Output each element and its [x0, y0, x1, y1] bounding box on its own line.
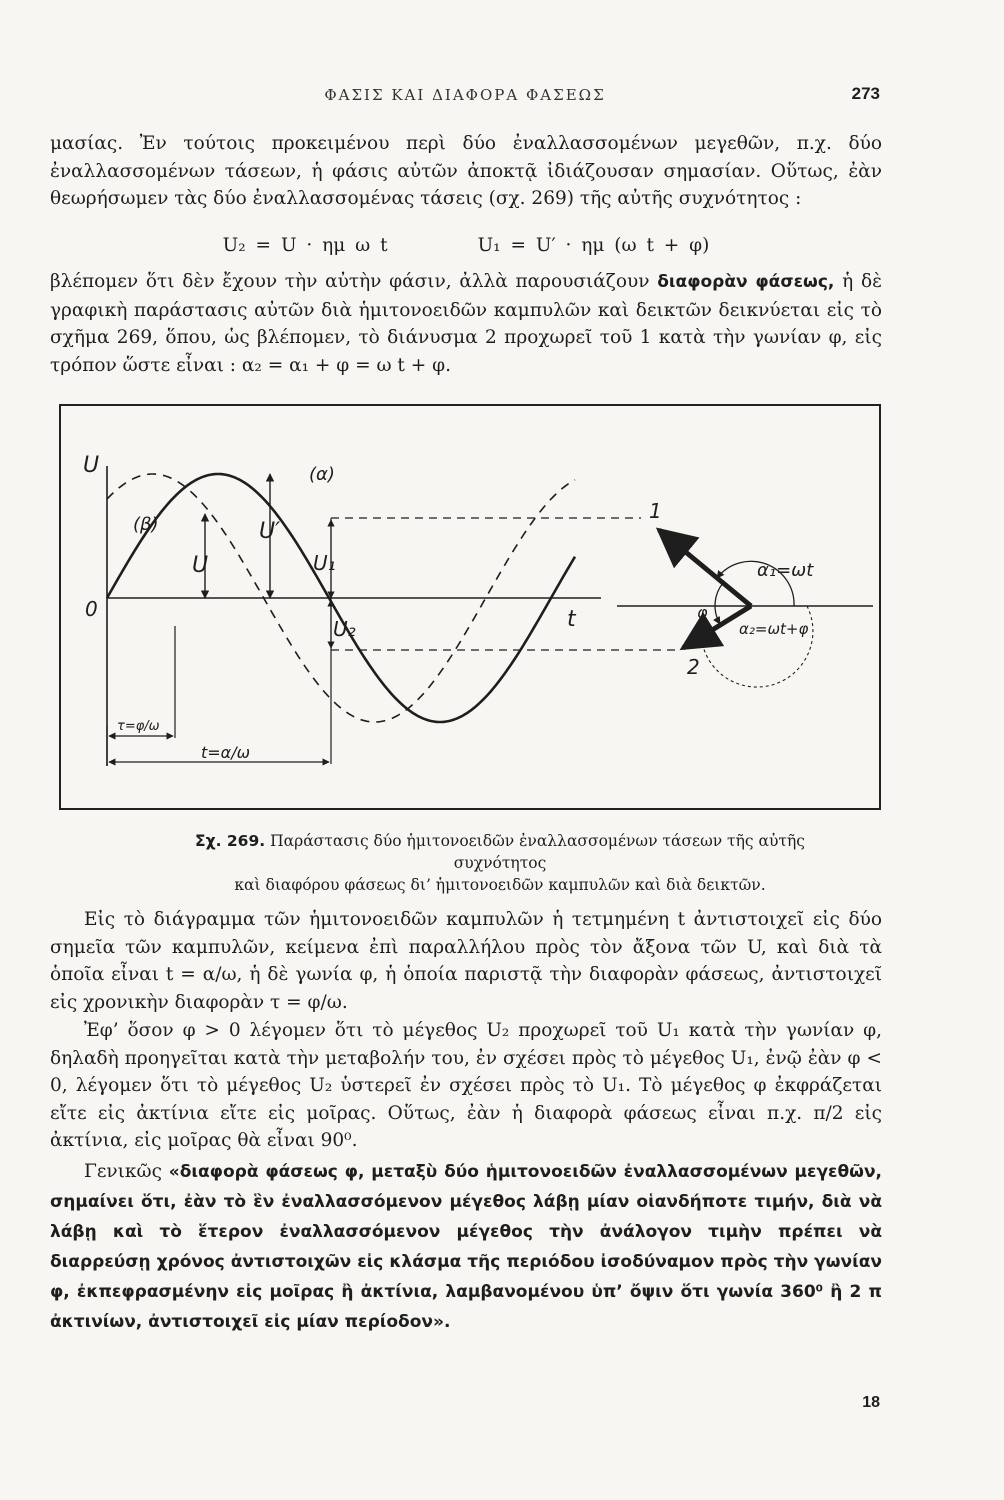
label-axis-u: U: [83, 453, 100, 478]
label-vector-2: 2: [687, 655, 700, 679]
signature-number: 18: [862, 1394, 880, 1411]
label-tau: τ=φ/ω: [117, 719, 160, 734]
running-title: ΦΑΣΙΣ ΚΑΙ ΔΙΑΦΟΡΑ ΦΑΣΕΩΣ: [324, 86, 606, 104]
arc-phi: [715, 583, 723, 624]
para2-emphasis: διαφορὰν φάσεως,: [657, 272, 835, 292]
caption-line-1: Παράστασις δύο ἡμιτονοειδῶν ἐναλλασσομένων τάσεων τῆς αὐτῆς συχνότητος: [270, 832, 805, 872]
para5-lead: Γενικῶς: [84, 1161, 162, 1182]
phase-diagram: [61, 406, 883, 812]
figure-269: [59, 404, 881, 810]
caption-label: Σχ. 269.: [195, 832, 266, 850]
paragraph-general-definition: [50, 1157, 882, 1337]
label-angle-a1: α₁=ωt: [757, 560, 814, 581]
caption-line-2: καὶ διαφόρου φάσεως δι’ ἡμιτονοειδῶν καμπυλῶν καὶ διὰ δεικτῶν.: [234, 876, 766, 894]
para4-text: Ἐφ’ ὅσον φ > 0 λέγομεν ὅτι τὸ μέγεθος U₂ προχωρεῖ τοῦ U₁ κατὰ τὴν γωνίαν φ, δηλαδὴ προηγεῖται κατὰ τὴν μεταβολήν του, ἐν σχέσει πρὸς τὸ μέγεθος U₁, ἐνῷ ἐὰν φ < 0, λέγομεν ὅτι τὸ μέγεθος U₂ ὑστερεῖ ἐν σχέσει πρὸς τὸ U₁. Τὸ μέγεθος φ ἐκφράζεται εἴτε εἰς ἀκτίνια εἴτε εἰς μοῖρας. Οὕτως, ἐὰν ἡ διαφορὰ φάσεως εἶναι π.χ. π/2 εἰς ἀκτίνια, εἰς μοῖρας θὰ εἶναι 90⁰.: [50, 1020, 882, 1152]
para3-text: Εἰς τὸ διάγραμμα τῶν ἡμιτονοειδῶν καμπυλῶν ἡ τετμημένη t ἀντιστοιχεῖ εἰς δύο σημεῖα τῶν καμπυλῶν, κείμενα ἐπὶ παραλλήλου πρὸς τὸν ἄξονα τῶν U, καὶ διὰ τὰ ὁποῖα εἶναι t = α/ω, ἡ δὲ γωνία φ, ἡ ὁποία παριστᾷ τὴν διαφορὰν φάσεως, ἀντιστοιχεῖ εἰς χρονικὴν διαφορὰν τ = φ/ω.: [50, 909, 882, 1013]
label-angle-phi: φ: [697, 603, 708, 622]
paragraph-diagram-explanation: [50, 906, 882, 1016]
label-amp-u: U: [192, 553, 209, 578]
para5-emphasis: «διαφορὰ φάσεως φ, μεταξὺ δύο ἡμιτονοειδῶν ἐναλλασσομένων μεγεθῶν, σημαίνει ὅτι, ἐὰν τὸ ἓν ἐναλλασσόμενον μέγεθος λάβῃ μίαν οἱανδήποτε τιμήν, διὰ νὰ λάβῃ καὶ τὸ ἕτερον ἐναλλασσόμενον μέγεθος τὴν ἀνάλογον τιμὴν πρέπει νὰ διαρρεύσῃ χρόνος ἀντιστοιχῶν εἰς κλάσμα τῆς περιόδου ἰσοδύναμον πρὸς τὴν γωνίαν φ, ἐκπεφρασμένην εἰς μοῖρας ἢ ἀκτίνια, λαμβανομένου ὑπ’ ὄψιν ὅτι γωνία 360⁰ ἢ 2 π ἀκτινίων, ἀντιστοιχεῖ εἰς μίαν περίοδον».: [50, 1162, 882, 1332]
page-header: [50, 82, 880, 112]
phasor-1: [659, 530, 751, 606]
label-t: t=α/ω: [201, 743, 251, 762]
formula-u1: U₁ = U′ · ημ (ω t + φ): [477, 235, 710, 256]
label-u2: U₂: [333, 617, 356, 641]
formula-line: [50, 232, 882, 260]
label-axis-t: t: [567, 607, 576, 632]
figure-caption: [150, 830, 850, 896]
para2-text-after: ἡ δὲ γραφικὴ παράστασις αὐτῶν διὰ ἡμιτονοειδῶν καμπυλῶν καὶ δεικτῶν δεικνύεται εἰς τὸ σχῆμα 269, ὅπου, ὡς βλέπομεν, τὸ διάνυσμα 2 προχωρεῖ τοῦ 1 κατὰ τὴν γωνίαν φ, εἰς τρόπον ὥστε εἶναι : α₂ = α₁ + φ = ω t + φ.: [50, 271, 883, 376]
label-origin: 0: [85, 597, 98, 621]
label-vector-1: 1: [649, 499, 662, 523]
label-curve-alpha: (α): [309, 464, 335, 485]
paragraph-phase-lead: [50, 1017, 882, 1155]
intro-paragraph: [50, 130, 882, 213]
label-amp-u-prime: U′: [259, 519, 281, 544]
page-number: 273: [851, 84, 880, 103]
phase-difference-paragraph: [50, 268, 882, 379]
label-u1: U₁: [313, 551, 336, 575]
intro-text: μασίας. Ἐν τούτοις προκειμένου περὶ δύο ἐναλλασσομένων μεγεθῶν, π.χ. δύο ἐναλλασσομένων τάσεων, ἡ φάσις αὐτῶν ἀποκτᾷ ἰδιάζουσαν σημασίαν. Οὕτως, ἐὰν θεωρήσωμεν τὰς δύο ἐναλλασσομένας τάσεις (σχ. 269) τῆς αὐτῆς συχνότητος :: [50, 133, 882, 210]
label-curve-beta: (β): [133, 514, 159, 535]
label-angle-a2: α₂=ωt+φ: [739, 620, 809, 638]
para2-text-before: βλέπομεν ὅτι δὲν ἔχουν τὴν αὐτὴν φάσιν, ἀλλὰ παρουσιάζουν: [50, 271, 650, 292]
formula-u2: U₂ = U · ημ ω t: [222, 235, 388, 256]
